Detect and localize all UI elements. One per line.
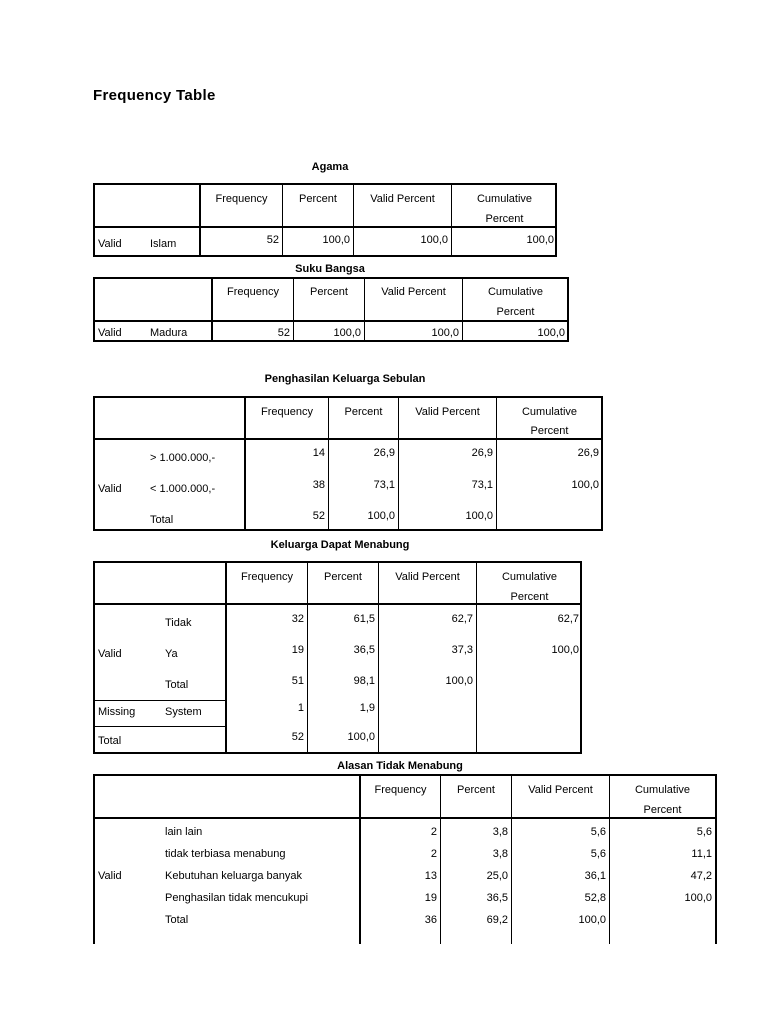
header-percent: Percent [324, 571, 362, 583]
header-valid-percent: Valid Percent [415, 406, 480, 418]
cell-valid-percent: 100,0 [431, 327, 459, 339]
table-menabung [93, 561, 582, 754]
cell-frequency: 52 [291, 731, 304, 743]
cell-valid-percent: 26,9 [471, 447, 493, 459]
cell-cumulative: 100,0 [571, 479, 599, 491]
table-title-alasan: Alasan Tidak Menabung [337, 760, 463, 772]
cell-frequency: 36 [424, 914, 437, 926]
table-title-suku-bangsa: Suku Bangsa [295, 263, 365, 275]
cell-percent: 26,9 [373, 447, 395, 459]
header-cumulative: Cumulative [476, 193, 533, 205]
row-label: System [165, 706, 202, 718]
cell-frequency: 1 [297, 702, 304, 714]
cell-cumulative: 100,0 [526, 234, 554, 246]
cell-valid-percent: 52,8 [584, 892, 606, 904]
row-label: Madura [150, 327, 188, 339]
table-suku-bangsa [93, 277, 569, 342]
cell-valid-percent: 37,3 [451, 644, 473, 656]
row-label: Tidak [165, 617, 192, 629]
cell-valid-percent: 36,1 [584, 870, 606, 882]
header-valid-percent: Valid Percent [528, 784, 593, 796]
cell-cumulative: 100,0 [551, 644, 579, 656]
cell-valid-percent: 5,6 [590, 848, 606, 860]
group-label-missing: Missing [98, 706, 136, 718]
cell-percent: 100,0 [322, 234, 350, 246]
header-frequency: Frequency [215, 193, 268, 205]
cell-valid-percent: 100,0 [465, 510, 493, 522]
cell-frequency: 2 [430, 826, 437, 838]
row-label: > 1.000.000,- [150, 452, 216, 464]
cell-valid-percent: 62,7 [451, 613, 473, 625]
page-title: Frequency Table [93, 87, 216, 104]
cell-percent: 100,0 [347, 731, 375, 743]
cell-cumulative: 100,0 [684, 892, 712, 904]
table-title-agama: Agama [311, 161, 349, 173]
table-penghasilan [93, 396, 603, 531]
header-percent: Percent [299, 193, 337, 205]
cell-frequency: 13 [424, 870, 437, 882]
cell-valid-percent: 73,1 [471, 479, 493, 491]
cell-valid-percent: 100,0 [420, 234, 448, 246]
group-label-valid: Valid [98, 648, 122, 660]
header-percent: Percent [310, 286, 348, 298]
cell-frequency: 2 [430, 848, 437, 860]
cell-cumulative: 47,2 [690, 870, 712, 882]
cell-percent: 36,5 [353, 644, 375, 656]
cell-frequency: 19 [424, 892, 437, 904]
header-cumulative: Cumulative [634, 784, 691, 796]
header-frequency: Frequency [261, 406, 313, 418]
header-percent: Percent [457, 784, 495, 796]
cell-percent: 98,1 [353, 675, 375, 687]
row-label: Total [165, 914, 189, 926]
cell-percent: 36,5 [486, 892, 508, 904]
header-frequency: Frequency [227, 286, 279, 298]
cell-frequency: 32 [291, 613, 304, 625]
header-cumulative-percent: Percent [510, 591, 549, 603]
cell-valid-percent: 100,0 [445, 675, 473, 687]
group-label: Valid [98, 238, 122, 250]
header-frequency: Frequency [374, 784, 427, 796]
header-valid-percent: Valid Percent [370, 193, 435, 205]
cell-percent: 3,8 [492, 848, 508, 860]
table-title-menabung: Keluarga Dapat Menabung [270, 539, 410, 551]
table-alasan [93, 774, 717, 944]
cell-percent: 1,9 [359, 702, 375, 714]
row-label: Ya [165, 648, 178, 660]
header-cumulative: Cumulative [501, 571, 558, 583]
header-cumulative: Cumulative [521, 406, 578, 418]
cell-frequency: 51 [291, 675, 304, 687]
row-label: Total [165, 679, 189, 691]
header-cumulative-percent: Percent [643, 804, 682, 816]
row-label: Islam [150, 238, 177, 250]
cell-frequency: 19 [291, 644, 304, 656]
cell-percent: 69,2 [486, 914, 508, 926]
row-label: < 1.000.000,- [150, 483, 216, 495]
cell-cumulative: 5,6 [696, 826, 712, 838]
cell-cumulative: 100,0 [537, 327, 565, 339]
cell-percent: 73,1 [373, 479, 395, 491]
header-cumulative-percent: Percent [530, 425, 569, 437]
header-percent: Percent [344, 406, 383, 418]
row-label: Penghasilan tidak mencukupi [165, 892, 309, 904]
cell-percent: 100,0 [333, 327, 361, 339]
cell-percent: 61,5 [353, 613, 375, 625]
header-valid-percent: Valid Percent [381, 286, 446, 298]
cell-percent: 100,0 [367, 510, 395, 522]
cell-cumulative: 26,9 [577, 447, 599, 459]
group-label-total: Total [98, 735, 122, 747]
cell-frequency: 38 [312, 479, 325, 491]
header-cumulative-percent: Percent [485, 213, 524, 225]
row-label: lain lain [165, 826, 203, 838]
cell-cumulative: 11,1 [691, 848, 712, 860]
cell-percent: 3,8 [492, 826, 508, 838]
header-valid-percent: Valid Percent [395, 571, 460, 583]
cell-frequency: 52 [266, 234, 279, 246]
header-cumulative-percent: Percent [496, 306, 535, 318]
group-label: Valid [98, 327, 122, 339]
cell-frequency: 14 [312, 447, 325, 459]
row-label: tidak terbiasa menabung [165, 848, 286, 860]
row-label: Kebutuhan keluarga banyak [165, 870, 302, 882]
header-frequency: Frequency [241, 571, 293, 583]
cell-percent: 25,0 [486, 870, 508, 882]
group-label: Valid [98, 483, 122, 495]
cell-cumulative: 62,7 [557, 613, 579, 625]
cell-valid-percent: 100,0 [578, 914, 606, 926]
table-agama [93, 183, 557, 257]
row-label: Total [150, 514, 174, 526]
header-cumulative: Cumulative [487, 286, 544, 298]
cell-frequency: 52 [312, 510, 325, 522]
cell-frequency: 52 [277, 327, 290, 339]
cell-valid-percent: 5,6 [590, 826, 606, 838]
group-label: Valid [98, 870, 122, 882]
table-title-penghasilan: Penghasilan Keluarga Sebulan [264, 373, 426, 385]
